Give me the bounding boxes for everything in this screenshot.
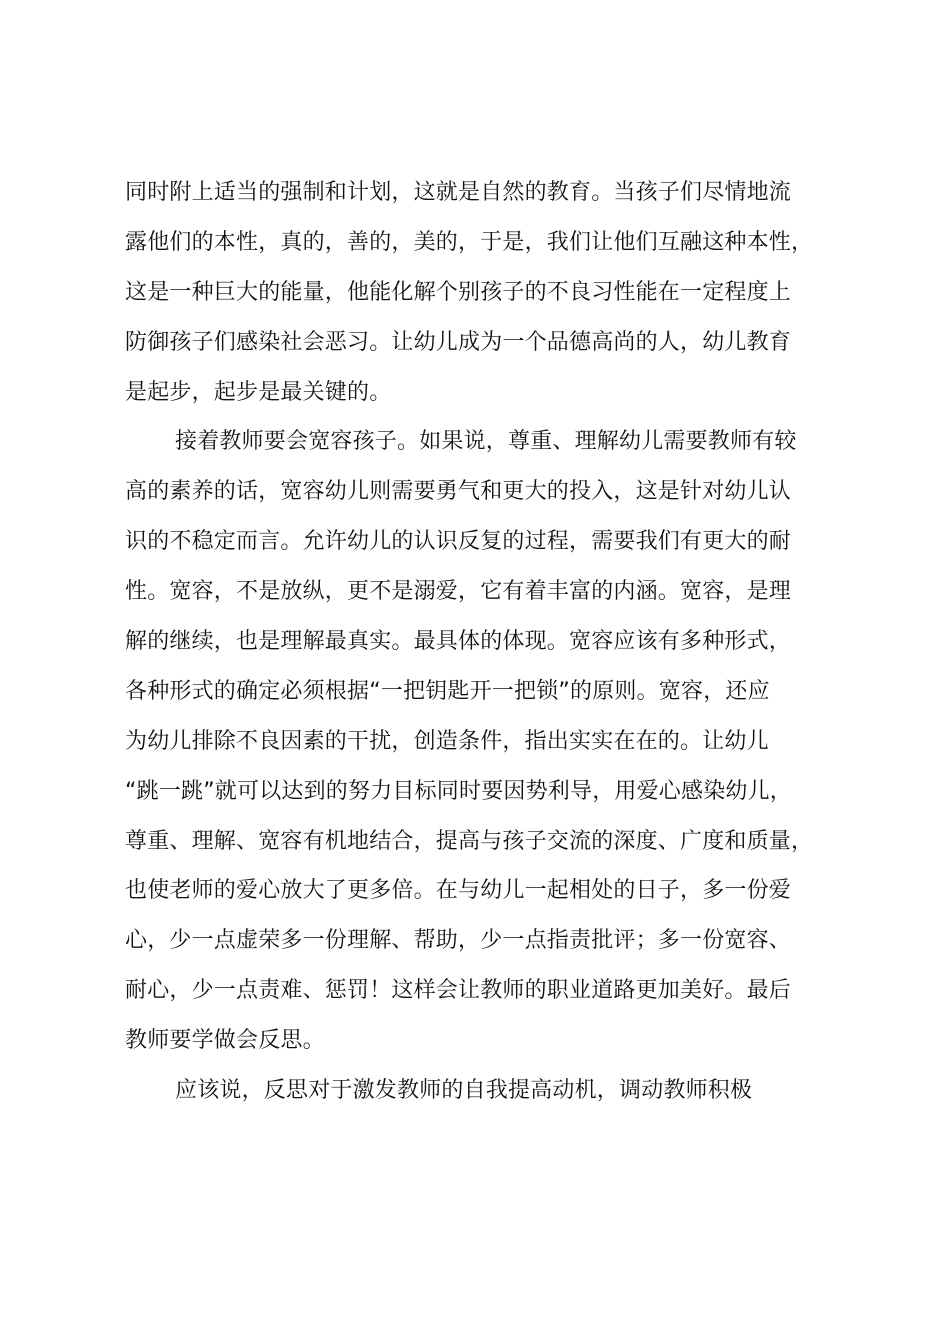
text-line: 识的不稳定而言。允许幼儿的认识反复的过程，需要我们有更大的耐 [125,529,792,555]
paragraph-start-line: 应该说，反思对于激发教师的自我提高动机，调动教师积极 [175,1078,753,1104]
text-line: 是起步，起步是最关键的。 [125,379,392,405]
text-line: 也使老师的爱心放大了更多倍。在与幼儿一起相处的日子，多一份爱 [125,878,792,904]
text-line: 这是一种巨大的能量，他能化解个别孩子的不良习性能在一定程度上 [125,279,792,305]
body-text [125,168,845,1116]
text-line: 性。宽容，不是放纵，更不是溺爱，它有着丰富的内涵。宽容，是理 [125,579,792,605]
text-line: 教师要学做会反思。 [125,1028,325,1054]
text-line: “跳一跳”就可以达到的努力目标同时要因势利导，用爱心感染幼儿， [125,778,792,804]
text-line: 为幼儿排除不良因素的干扰，创造条件，指出实实在在的。让幼儿 [125,728,769,754]
text-line: 露他们的本性，真的，善的，美的，于是，我们让他们互融这种本性， [125,229,814,255]
text-line: 高的素养的话，宽容幼儿则需要勇气和更大的投入，这是针对幼儿认 [125,479,792,505]
text-line: 同时附上适当的强制和计划，这就是自然的教育。当孩子们尽情地流 [125,180,792,205]
text-line: 各种形式的确定必须根据“一把钥匙开一把锁”的原则。宽容，还应 [125,678,770,704]
text-line: 解的继续，也是理解最真实。最具体的体现。宽容应该有多种形式， [125,629,792,655]
text-line: 防御孩子们感染社会恶习。让幼儿成为一个品德高尚的人，幼儿教育 [125,329,792,355]
text-line: 心，少一点虚荣多一份理解、帮助，少一点指责批评；多一份宽容、 [125,928,792,954]
paragraph-start-line: 接着教师要会宽容孩子。如果说，尊重、理解幼儿需要教师有较 [175,429,797,455]
text-line: 尊重、理解、宽容有机地结合，提高与孩子交流的深度、广度和质量， [125,828,814,854]
text-line: 耐心，少一点责难、惩罚！这样会让教师的职业道路更加美好。最后 [125,978,792,1004]
